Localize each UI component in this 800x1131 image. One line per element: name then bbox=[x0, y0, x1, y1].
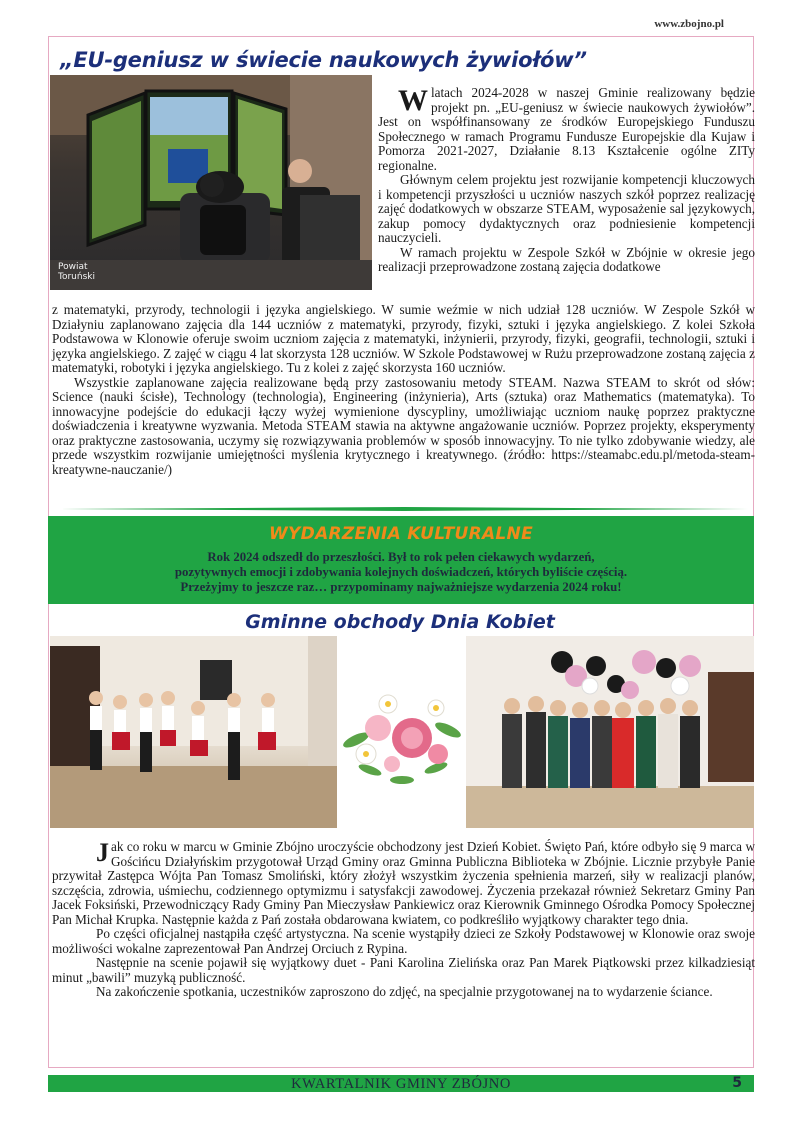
article1-paragraph3-continued: z matematyki, przyrody, technologii i języka angielskiego. W sumie weźmie w nich udział 128 uczniów. W Zespole Szkół w Działyniu zaplanowano zajęcia dla 144 uczniów z matematyki, przyrody, fizyki, sztuki i języka angielskiego. Z kolei Szkoła Podstawowa w Klonowie oferuje swoim uczniom zajęcia z matematyki, inżynierii, przyrody, fizyki, geografii, technologii, sztuki i języka angielskiego. Z zajęć w ciągu 4 lat skorzysta 128 uczniów. W Szkole Podstawowej w Rużu przeprowadzone zostaną zajęcia z matematyki, robotyki i języka angielskiego. Tu z kolei z zajęć skorzysta 160 uczniów. bbox=[52, 302, 755, 375]
photo-children-dancing bbox=[50, 636, 337, 828]
article1-column-text bbox=[378, 86, 755, 275]
section-divider bbox=[60, 507, 748, 511]
article1-wide-text bbox=[52, 303, 755, 477]
article1-paragraph3-start: W ramach projektu w Zespole Szkół w Zbójnie w okresie jego realizacji przeprowadzone zostaną zajęcia dodatkowe bbox=[378, 244, 755, 274]
article-title-dzien-kobiet: Gminne obchody Dnia Kobiet bbox=[245, 611, 555, 633]
article2-paragraph2: Po części oficjalnej nastąpiła część artystyczna. Na scenie wystąpiły dzieci ze Szkoły Podstawowej w Klonowie oraz swoje możliwości wokalne zaprezentował Pan Andrzej Orciuch z Rypina. bbox=[52, 926, 755, 956]
banner-text bbox=[48, 550, 754, 595]
banner-line1: Rok 2024 odszedł do przeszłości. Był to rok pełen ciekawych wydarzeń, bbox=[207, 550, 595, 564]
watermark-line2: Toruński bbox=[58, 272, 95, 282]
watermark-powiat-torunski bbox=[58, 262, 95, 282]
cultural-events-banner bbox=[48, 516, 754, 604]
footer-title: KWARTALNIK GMINY ZBÓJNO bbox=[291, 1076, 511, 1092]
flower-bouquet-icon bbox=[340, 688, 464, 788]
article1-paragraph4: Wszystkie zaplanowane zajęcia realizowane będą przy zastosowaniu metody STEAM. Nazwa STEAM to skrót od słów: Science (nauki ścisłe), Technology (technologia), Engineering (inżynieria), Arts (sztuka) oraz Mathematics (matematyka). To innowacyjne podejście do edukacji łączy wyżej wymienione dyscypliny, umożliwiając uczniom naukę poprzez praktyczne doświadczenia i kreatywne wyzwania. Metoda STEAM stawia na aktywne angażowanie uczniów. Poprzez projekty, eksperymenty oraz praktyczne zastosowania, uczymy się rozwiązywania problemów w sposób innowacyjny. To nie tylko zdobywanie wiedzy, ale przede wszystkim rozwijanie umiejętności myślenia krytycznego i kreatywnego. (źródło: https://steamabc.edu.pl/metoda-steam-kreatywne-nauczanie/) bbox=[52, 374, 755, 477]
banner-line3: Przeżyjmy to jeszcze raz… przypominamy najważniejsze wydarzenia 2024 roku! bbox=[180, 580, 622, 594]
photo-driving-simulator bbox=[50, 75, 372, 290]
dancing-illustration bbox=[50, 636, 337, 828]
article2-paragraph4: Na zakończenie spotkania, uczestników zaproszono do zdjęć, na specjalnie przygotowanej na to wydarzenie ściance. bbox=[96, 984, 713, 999]
watermark-line1: Powiat bbox=[58, 262, 88, 272]
simulator-illustration bbox=[50, 75, 372, 290]
banner-line2: pozytywnych emocji i zdobywania kolejnych doświadczeń, których byliście częścią. bbox=[174, 565, 628, 579]
group-illustration bbox=[466, 636, 754, 828]
article2-paragraph1: ak co roku w marcu w Gminie Zbójno uroczyście obchodzony jest Dzień Kobiet. Święto Pań, które odbyło się 9 marca w Gościńcu Działyńskim przygotował Urząd Gminy oraz Gminna Publiczna Biblioteka w Zbójnie. Licznie przybyłe Panie przywitał Zastępca Wójta Pan Tomasz Smoliński, który złożył wszystkim życzenia spełnienia marzeń, siły w realizacji planów, szczęścia, zdrowia, uśmiechu, codziennego optymizmu i satysfakcji zawodowej. Życzenia przekazał również Sekretarz Gminy Pan Jacek Foksiński, Przewodniczący Rady Gminy Pan Mieczysław Pankiewicz oraz Kierownik Gminnego Ośrodka Pomocy Społecznej Pan Michał Krupka. Następnie każda z Pań została obdarowana kwiatem, co podkreśliło wyjątkowy charakter tego dnia. bbox=[52, 839, 755, 927]
article2-paragraph3: Następnie na scenie pojawił się wyjątkowy duet - Pani Karolina Zielińska oraz Pan Marek Piątkowski przez kilkadziesiąt minut „bawili” muzyką publiczność. bbox=[52, 955, 755, 985]
article2-text bbox=[52, 840, 755, 1000]
photo-women-group bbox=[466, 636, 754, 828]
page-number: 5 bbox=[732, 1075, 742, 1091]
article1-paragraph1: latach 2024-2028 w naszej Gminie realizowany będzie projekt pn. „EU-geniusz w świecie naukowych żywiołów”. Jest on współfinansowany ze środków Europejskiego Funduszu Społecznego w ramach Programu Fundusze Europejskie dla Kujaw i Pomorza 2021-2027, Działanie 8.13 Kształcenie ogólne ZITy regionalne. bbox=[378, 85, 755, 173]
dropcap-j: J bbox=[96, 838, 109, 867]
site-url[interactable]: www.zbojno.pl bbox=[654, 18, 724, 30]
footer-bar bbox=[48, 1075, 754, 1092]
article-title-eu-geniusz: „EU-geniusz w świecie naukowych żywiołów” bbox=[60, 48, 587, 72]
article1-paragraph2: Głównym celem projektu jest rozwijanie kompetencji kluczowych i kompetencji przyszłości u uczniów naszych szkół poprzez realizację zajęć dodatkowych w obszarze STEAM, wyposażenie sal językowych, zakup pomocy dydaktycznych oraz podniesienie kompetencji nauczycieli. bbox=[378, 172, 755, 245]
dropcap-w: W bbox=[398, 84, 428, 117]
banner-title: WYDARZENIA KULTURALNE bbox=[269, 524, 533, 544]
